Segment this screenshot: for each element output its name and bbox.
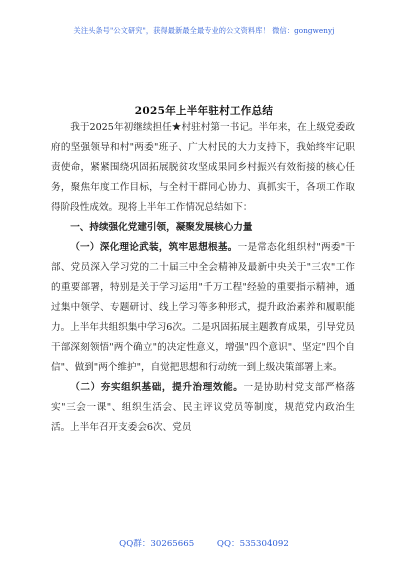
subsection-2-body: 一是协助村党支部严格落实"三会一课"、组织生活会、民主评议党员等制度，规范党内政治生活。上半年召开支委会6次、党员 xyxy=(51,382,356,433)
subsection-1-lead: （一）深化理论武装，筑牢思想根基。 xyxy=(70,242,238,253)
intro-paragraph: 我于2025年初继续担任★村驻村第一书记。半年来，在上级党委政府的坚强领导和村"两委"班子、广大村民的大力支持下，我始终牢记职责使命，紧紧围绕巩固拓展脱贫攻坚成果同乡村振兴有效衔接的核心任务，聚焦年度工作目标，与全村干群同心协力、真抓实干，各项工作取得阶段性成效。现将上半年工作情况总结如下： xyxy=(51,122,355,213)
top-banner: 关注头条号"公文研究"，获得最新最全最专业的公文资料库！ 微信：gongwenyj xyxy=(73,26,335,35)
subsection-2 xyxy=(51,378,355,438)
footer-qq: QQ：535304092 xyxy=(216,539,289,549)
subsection-2-lead: （二）夯实组织基础，提升治理效能。 xyxy=(70,382,244,393)
document-body xyxy=(51,118,355,438)
subsection-1-body: 一是常态化组织村"两委"干部、党员深入学习党的二十届三中全会精神及最新中央关于"三农"工作的重要部署，特别是关于学习运用"千万工程"经验的重要指示精神，通过集中领学、专题研讨、线上学习等多种形式，提升政治素养和履职能力。上半年共组织集中学习6次。二是巩固拓展主题教育成果，引导党员干部深刻领悟"两个确立"的决定性意义，增强"四个意识"、坚定"四个自信"、做到"两个维护"，自觉把思想和行动统一到上级决策部署上来。 xyxy=(51,242,356,373)
subsection-1 xyxy=(51,238,355,378)
footer-qq-group: QQ群：30265665 xyxy=(119,539,195,549)
footer-contact-bar xyxy=(0,537,408,549)
document-title: 2025年上半年驻村工作总结 xyxy=(134,105,274,117)
section-heading-1: 一、持续强化党建引领，凝聚发展核心力量 xyxy=(70,222,253,233)
